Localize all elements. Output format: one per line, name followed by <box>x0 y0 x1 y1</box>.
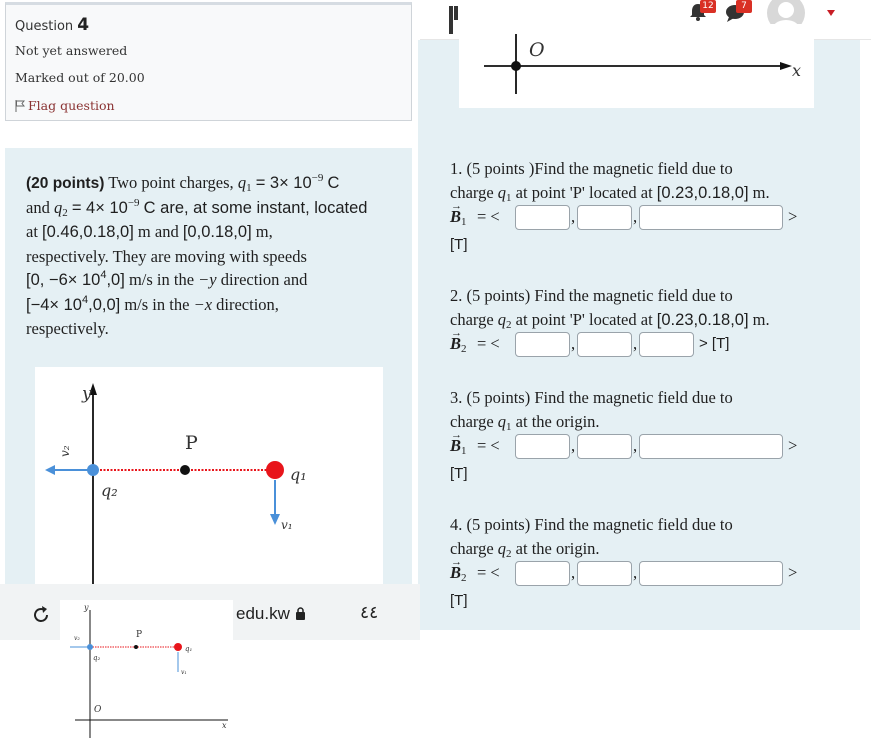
thumb-v1-label: v₁ <box>181 669 187 676</box>
part-3-bx-input[interactable] <box>515 434 570 459</box>
part-3-tag: [T] <box>450 465 468 482</box>
url-display[interactable]: edu.kw <box>236 604 306 624</box>
q2-label: q₂ <box>101 481 118 500</box>
part-1-line2: charge $q_1$ at point 'P' located at [0.23,0.18,0] m. <box>450 183 770 204</box>
origin-diagram-svg <box>459 24 814 108</box>
part-3-title: 3. (5 points) Find the magnetic field due to <box>450 388 733 407</box>
part-4-title: 4. (5 points) Find the magnetic field due to <box>450 515 733 534</box>
notification-badge: 12 <box>700 0 716 13</box>
question-info-box <box>5 2 412 121</box>
thumb-origin-label: O <box>94 705 102 715</box>
flag-question-link[interactable]: Flag question <box>15 98 115 113</box>
v2-label: v₂ <box>58 445 72 457</box>
part-1 <box>450 157 840 257</box>
origin-point <box>511 61 521 71</box>
thumb-v2-label: v₂ <box>74 635 80 642</box>
part-4-by-input[interactable] <box>577 561 632 586</box>
thumb-q2-label: q₂ <box>93 654 101 662</box>
part-3-answer-row: → $B_1$ = < , , > <box>450 434 840 462</box>
part-2-bx-input[interactable] <box>515 332 570 357</box>
answer-status: Not yet answered <box>15 43 128 58</box>
v1-arrowhead <box>270 514 280 525</box>
origin-label: O <box>529 39 545 61</box>
part-4-bz-input[interactable] <box>639 561 783 586</box>
x-axis-arrow <box>780 62 792 70</box>
flag-icon <box>15 100 25 112</box>
part-3-by-input[interactable] <box>577 434 632 459</box>
origin-diagram <box>459 24 814 108</box>
image-thumbnail[interactable] <box>60 600 233 738</box>
part-1-title: 1. (5 points )Find the magnetic field due to <box>450 159 733 178</box>
x-axis-label: x <box>792 61 802 80</box>
part-2-bz-input[interactable] <box>639 332 694 357</box>
part-2-by-input[interactable] <box>577 332 632 357</box>
reload-icon[interactable] <box>30 604 52 626</box>
part-2 <box>450 284 840 360</box>
thumb-p <box>134 645 138 649</box>
part-1-answer-row: → $B_1$ = < , , > <box>450 205 840 233</box>
part-1-bz-input[interactable] <box>639 205 783 230</box>
charges-diagram-svg <box>35 367 383 584</box>
thumb-y-label: y <box>84 603 89 612</box>
part-1-by-input[interactable] <box>577 205 632 230</box>
message-badge: 7 <box>736 0 752 13</box>
q1-label: q₁ <box>290 465 307 484</box>
part-1-bx-input[interactable] <box>515 205 570 230</box>
thumb-q1 <box>174 643 182 651</box>
part-3 <box>450 386 840 486</box>
menu-icon[interactable] <box>449 6 463 22</box>
v1-label: v₁ <box>281 518 293 532</box>
thumbnail-svg <box>60 600 233 738</box>
thumb-q1-label: q₁ <box>185 645 193 653</box>
user-menu-caret-icon[interactable] <box>827 10 835 16</box>
tab-count[interactable]: ٤٤ <box>360 603 379 623</box>
marked-out-of: Marked out of 20.00 <box>15 70 145 85</box>
y-axis-label: y <box>82 384 92 404</box>
thumb-p-label: P <box>136 630 143 640</box>
thumb-x-label: x <box>222 721 227 730</box>
part-2-title: 2. (5 points) Find the magnetic field due to <box>450 286 733 305</box>
part-4 <box>450 513 840 613</box>
part-3-line2: charge $q_1$ at the origin. <box>450 412 600 433</box>
v2-arrowhead <box>45 465 55 475</box>
question-number: 4 <box>77 15 90 35</box>
question-label: Question 4 <box>15 15 90 35</box>
lock-icon <box>295 607 306 620</box>
part-4-line2: charge $q_2$ at the origin. <box>450 539 600 560</box>
part-2-answer-row: → $B_2$ = < , , > [T] <box>450 332 840 360</box>
thumb-q2 <box>87 644 93 650</box>
charge-q1 <box>266 461 284 479</box>
point-p <box>180 465 190 475</box>
part-3-bz-input[interactable] <box>639 434 783 459</box>
charges-diagram <box>35 367 383 584</box>
part-4-tag: [T] <box>450 592 468 609</box>
p-label: P <box>185 432 198 454</box>
part-4-answer-row: → $B_2$ = < , , > <box>450 561 840 589</box>
part-4-bx-input[interactable] <box>515 561 570 586</box>
part-1-tag: [T] <box>450 236 468 253</box>
problem-statement: (20 points) Two point charges, $q_1 = 3\times 10^{-9}$ C and $q_2 = 4\times 10^{-9}$ C are, at some instant, located at [0.46,0.18,0] m and [0,0.18,0] m, respectively. They are moving with speeds [0, $-6\times 10^4,0$] m/s in the −y direction and $[-4\times 10^4,0,0]$ m/s in the −x direction, respectively. <box>26 172 368 338</box>
part-2-line2: charge $q_2$ at point 'P' located at [0.23,0.18,0] m. <box>450 310 770 331</box>
charge-q2 <box>87 464 99 476</box>
